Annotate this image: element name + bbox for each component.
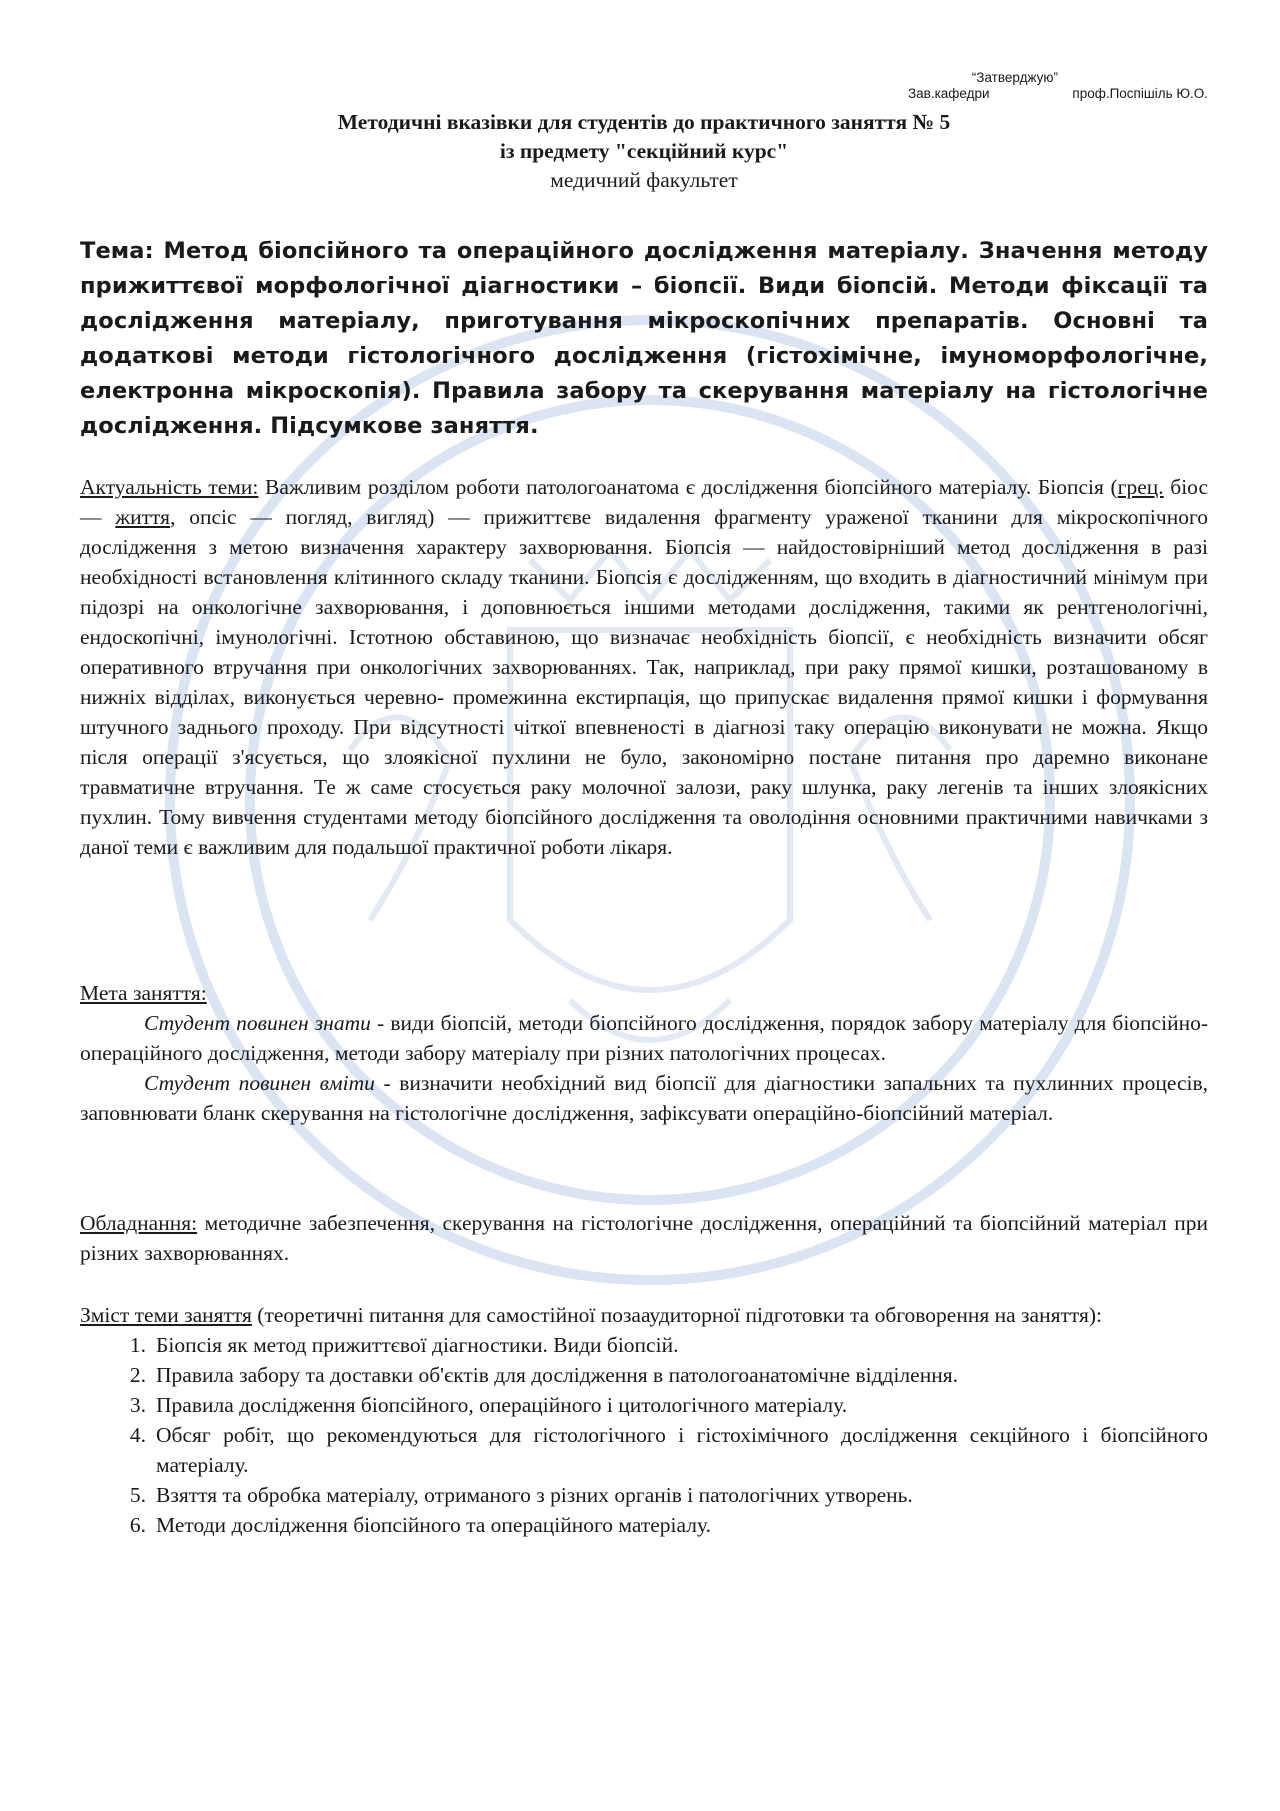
- goal-know-text: - види біопсій, методи біопсійного дослідження, порядок забору матеріалу для біопсійно-операційного дослідження, методи забору матеріалу при різних патологічних процесах.: [80, 1011, 1208, 1065]
- header-title: Методичні вказівки для студентів до практичного заняття № 5: [337, 110, 951, 134]
- header-faculty: медичний факультет: [550, 168, 738, 192]
- equipment-section: [80, 1208, 1208, 1268]
- equipment-label: Обладнання:: [80, 1211, 198, 1235]
- approval-signature-line: [888, 86, 1208, 102]
- relevance-life: життя: [115, 505, 171, 529]
- document-header: [80, 108, 1208, 194]
- list-item: 6. Методи дослідження біопсійного та операційного матеріалу.: [129, 1513, 711, 1537]
- header-subject: із предмету "секційний курс": [499, 139, 789, 163]
- content-section: [80, 1300, 1208, 1540]
- approval-title: “Затверджую”: [971, 70, 1058, 85]
- list-item: 2. Правила забору та доставки об'єктів для дослідження в патологоанатомічне відділення.: [129, 1363, 958, 1387]
- list-item: 5. Взяття та обробка матеріалу, отриманого з різних органів і патологічних утворень.: [129, 1483, 913, 1507]
- goal-can-label: Студент повинен вміти: [144, 1071, 375, 1095]
- relevance-text-a: Важливим розділом роботи патологоанатома є дослідження біопсійного матеріалу. Біопсія (: [258, 475, 1118, 499]
- relevance-greek: грец.: [1117, 475, 1164, 499]
- list-item: 1. Біопсія як метод прижиттєвої діагностики. Види біопсій.: [129, 1333, 679, 1357]
- goal-label: Мета заняття:: [80, 981, 207, 1005]
- approval-stamp: [888, 70, 1208, 102]
- approval-name: проф.Поспішіль Ю.О.: [1072, 86, 1208, 101]
- list-item: 4. Обсяг робіт, що рекомендуються для гістологічного і гістохімічного дослідження секційного і біопсійного матеріалу.: [129, 1423, 1208, 1477]
- content-text: (теоретичні питання для самостійної позааудиторної підготовки та обговорення на заняття):: [251, 1303, 1103, 1327]
- equipment-text: методичне забезпечення, скерування на гістологічне дослідження, операційний та біопсійний матеріал при різних захворюваннях.: [80, 1211, 1208, 1265]
- lesson-topic: Тема: Метод біопсійного та операційного дослідження матеріалу. Значення методу прижиттєвої морфологічної діагностики – біопсії. Види біопсій. Методи фіксації та дослідження матеріалу, приготування мікроскопічних препаратів. Основні та додаткові методи гістологічного дослідження (гістохімічне, імуноморфологічне, електронна мікроскопія). Правила забору та скерування матеріалу на гістологічне дослідження. Підсумкове заняття.: [80, 238, 1208, 439]
- approval-position: Зав.кафедри: [908, 86, 990, 101]
- relevance-label: Актуальність теми:: [80, 475, 259, 499]
- topic-questions-list: [80, 1330, 1208, 1540]
- relevance-text-c: , опсіс — погляд, вигляд) — прижиттєве видалення фрагменту ураженої тканини для мікроскопічного дослідження з метою визначення характеру захворювання. Біопсія — найдостовірніший метод дослідження в разі необхідності встановлення клітинного складу тканини. Біопсія є дослідженням, що входить в діагностичний мінімум при підозрі на онкологічне захворювання, і доповнюється іншими методами дослідження, такими як рентгенологічні, ендоскопічні, імунологічні. Істотною обставиною, що визначає необхідність біопсії, є необхідність визначити обсяг оперативного втручання при онкологічних захворюваннях. Так, наприклад, при раку прямої кишки, розташованому в нижніх відділах, виконується черевно- промежинна екстирпація, що припускає видалення прямої кишки і формування штучного заднього проходу. При відсутності чіткої впевненості в діагнозі таку операцію виконувати не можна. Якщо після операції з'ясується, що злоякісної пухлини не було, закономірно постане питання про даремно виконане травматичне втручання. Те ж саме стосується раку молочної залози, раку шлунка, раку легенів та інших злоякісних пухлин. Тому вивчення студентами методу біопсійного дослідження та оволодіння основними практичними навичками з даної теми є важливим для подальшої практичної роботи лікаря.: [80, 505, 1208, 859]
- goal-know-label: Студент повинен знати: [144, 1011, 371, 1035]
- goal-can-text: - визначити необхідний вид біопсії для діагностики запальних та пухлинних процесів, заповнювати бланк скерування на гістологічне дослідження, зафіксувати операційно-біопсійний матеріал.: [80, 1071, 1208, 1125]
- relevance-text-b: біос —: [80, 475, 1209, 529]
- relevance-section: [80, 472, 1208, 862]
- list-item: 3. Правила дослідження біопсійного, операційного і цитологічного матеріалу.: [129, 1393, 848, 1417]
- content-label: Зміст теми заняття: [80, 1303, 252, 1327]
- goal-section: [80, 978, 1208, 1128]
